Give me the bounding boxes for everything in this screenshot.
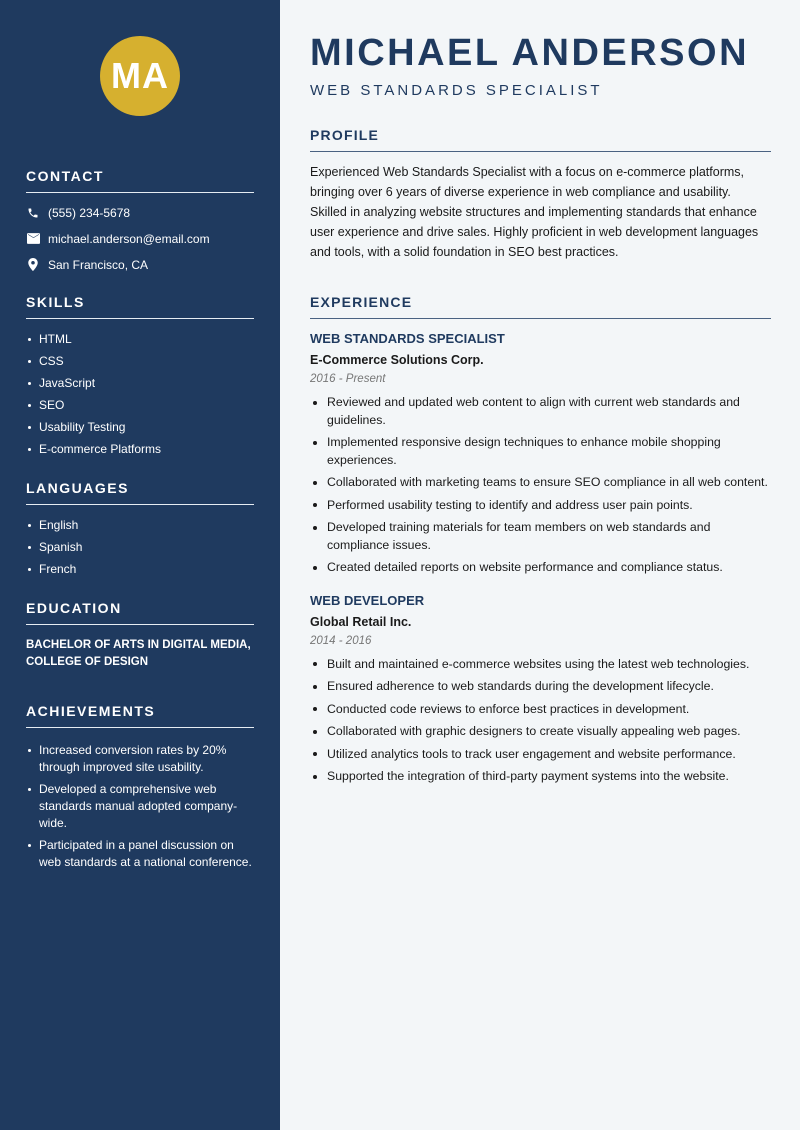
job-dates: 2016 - Present bbox=[310, 373, 386, 385]
achievement-item: Developed a comprehensive web standards manual adopted company-wide. bbox=[26, 781, 254, 832]
contact-email bbox=[26, 231, 254, 246]
language-item: English bbox=[26, 517, 254, 534]
contact-heading: CONTACT bbox=[26, 168, 254, 193]
profile-summary: Experienced Web Standards Specialist with a focus on e-commerce platforms, bringing over 6 years of diverse experience in web compliance and usability. Skilled in analyzing website structures and implementing standards that enhance user experience and drive sales. Highly proficient in web development languages and tools, with a solid foundation in SEO best practices. bbox=[310, 165, 759, 259]
job-bullet: Collaborated with graphic designers to create visually appealing web pages. bbox=[310, 723, 771, 741]
experience-heading: EXPERIENCE bbox=[310, 294, 771, 319]
main-content bbox=[280, 0, 800, 1130]
job-bullet: Collaborated with marketing teams to ensure SEO compliance in all web content. bbox=[310, 474, 771, 492]
contact-section bbox=[26, 168, 254, 272]
skill-item: JavaScript bbox=[26, 375, 254, 392]
skill-item: Usability Testing bbox=[26, 419, 254, 436]
job-entry bbox=[310, 331, 771, 577]
job-dates: 2014 - 2016 bbox=[310, 634, 372, 647]
skill-item: E-commerce Platforms bbox=[26, 441, 254, 458]
contact-location bbox=[26, 257, 254, 272]
achievement-item: Participated in a panel discussion on web standards at a national conference. bbox=[26, 837, 254, 871]
envelope-icon bbox=[26, 232, 40, 246]
languages-heading: LANGUAGES bbox=[26, 480, 254, 505]
profile-section bbox=[310, 127, 771, 262]
job-bullets bbox=[310, 656, 771, 786]
job-bullet: Utilized analytics tools to track user engagement and website performance. bbox=[310, 746, 771, 764]
achievement-item: Increased conversion rates by 20% through improved site usability. bbox=[26, 742, 254, 776]
education-section bbox=[26, 600, 254, 671]
location-text: San Francisco, CA bbox=[48, 257, 149, 272]
job-bullet: Performed usability testing to identify and address user pain points. bbox=[310, 497, 771, 515]
sidebar bbox=[0, 0, 280, 1130]
person-name: MICHAEL ANDERSON bbox=[310, 32, 750, 74]
job-bullet: Built and maintained e-commerce websites using the latest web technologies. bbox=[310, 656, 771, 674]
email-text: michael.anderson@email.com bbox=[48, 231, 210, 246]
achievements-section bbox=[26, 703, 254, 871]
avatar-initials: MA bbox=[100, 36, 180, 116]
skills-list bbox=[26, 331, 254, 458]
skills-heading: SKILLS bbox=[26, 294, 254, 319]
job-company: E-Commerce Solutions Corp. bbox=[310, 353, 484, 367]
job-role: WEB DEVELOPER bbox=[310, 592, 425, 608]
achievements-heading: ACHIEVEMENTS bbox=[26, 703, 254, 728]
phone-text: (555) 234-5678 bbox=[48, 205, 131, 220]
profile-heading: PROFILE bbox=[310, 127, 771, 152]
job-bullet: Developed training materials for team members on web standards and compliance issues. bbox=[310, 519, 771, 554]
education-degree: BACHELOR OF ARTS IN DIGITAL MEDIA, COLLEGE OF DESIGN bbox=[26, 639, 251, 668]
job-bullet: Created detailed reports on website performance and compliance status. bbox=[310, 559, 771, 577]
language-item: French bbox=[26, 561, 254, 578]
languages-list bbox=[26, 517, 254, 578]
job-bullets bbox=[310, 394, 771, 577]
job-bullet: Reviewed and updated web content to align with current web standards and guidelines. bbox=[310, 394, 771, 429]
job-bullet: Implemented responsive design techniques to enhance mobile shopping experiences. bbox=[310, 434, 771, 469]
skill-item: CSS bbox=[26, 353, 254, 370]
skill-item: SEO bbox=[26, 397, 254, 414]
job-role: WEB STANDARDS SPECIALIST bbox=[310, 331, 505, 346]
experience-section bbox=[310, 294, 771, 786]
achievements-list bbox=[26, 742, 254, 871]
job-entry bbox=[310, 593, 771, 786]
education-heading: EDUCATION bbox=[26, 600, 254, 625]
languages-section bbox=[26, 480, 254, 578]
language-item: Spanish bbox=[26, 539, 254, 556]
contact-phone bbox=[26, 205, 254, 220]
job-bullet: Conducted code reviews to enforce best practices in development. bbox=[310, 701, 771, 719]
skill-item: HTML bbox=[26, 331, 254, 348]
job-bullet: Ensured adherence to web standards during the development lifecycle. bbox=[310, 678, 771, 696]
phone-icon bbox=[26, 206, 40, 220]
job-company: Global Retail Inc. bbox=[310, 614, 412, 629]
job-bullet: Supported the integration of third-party payment systems into the website. bbox=[310, 768, 771, 786]
skills-section bbox=[26, 294, 254, 458]
map-pin-icon bbox=[26, 258, 40, 272]
person-title: WEB STANDARDS SPECIALIST bbox=[310, 82, 603, 99]
